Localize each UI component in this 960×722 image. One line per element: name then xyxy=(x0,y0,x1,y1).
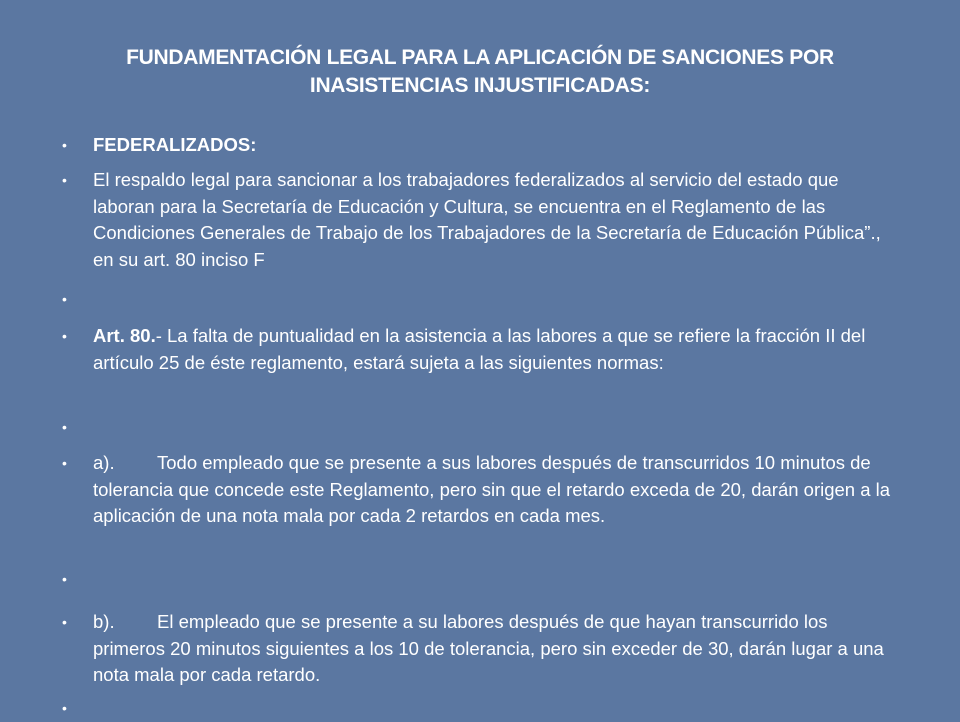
item-text: El respaldo legal para sancionar a los trabajadores federalizados al servicio del estado que laboran para la Secretaría de Educación y Cultura, se encuentra en el Reglamento de las Condiciones Generales de Trabajo de los Trabajadores de la Secretaría de Educación Pública”., en su art. 80 inciso F xyxy=(93,169,881,270)
bullet-icon: • xyxy=(62,328,67,344)
article-label: Art. 80. xyxy=(93,325,156,346)
item-text xyxy=(93,323,893,376)
subsection-text: Todo empleado que se presente a sus labores después de transcurridos 10 minutos de tolerancia que concede este Reglamento, pero sin que el retardo exceda de 20, darán origen a la aplicación de una nota mala por cada 2 retardos en cada mes. xyxy=(93,452,891,526)
bullet-icon: • xyxy=(62,700,67,716)
article-text: - La falta de puntualidad en la asistencia a las labores a que se refiere la fracción II del artículo 25 de éste reglamento, estará sujeta a las siguientes normas: xyxy=(93,325,866,373)
item-text xyxy=(93,132,893,159)
bullet-icon: • xyxy=(62,455,67,471)
bullet-icon: • xyxy=(62,614,67,630)
subsection-label: b). xyxy=(93,611,115,632)
item-heading: FEDERALIZADOS: xyxy=(93,134,257,155)
item-text xyxy=(93,450,893,530)
subsection-label: a). xyxy=(93,452,115,473)
bullet-icon: • xyxy=(62,571,67,587)
bullet-icon: • xyxy=(62,137,67,153)
bullet-icon: • xyxy=(62,291,67,307)
slide-title: FUNDAMENTACIÓN LEGAL PARA LA APLICACIÓN DE SANCIONES POR INASISTENCIAS INJUSTIFICADAS: xyxy=(126,46,834,97)
item-text xyxy=(93,609,893,689)
subsection-text: El empleado que se presente a su labores después de que hayan transcurrido los primeros 20 minutos siguientes a los 10 de tolerancia, pero sin exceder de 30, darán lugar a una nota mala por cada retardo. xyxy=(93,611,884,685)
bullet-icon: • xyxy=(62,172,67,188)
bullet-icon: • xyxy=(62,419,67,435)
